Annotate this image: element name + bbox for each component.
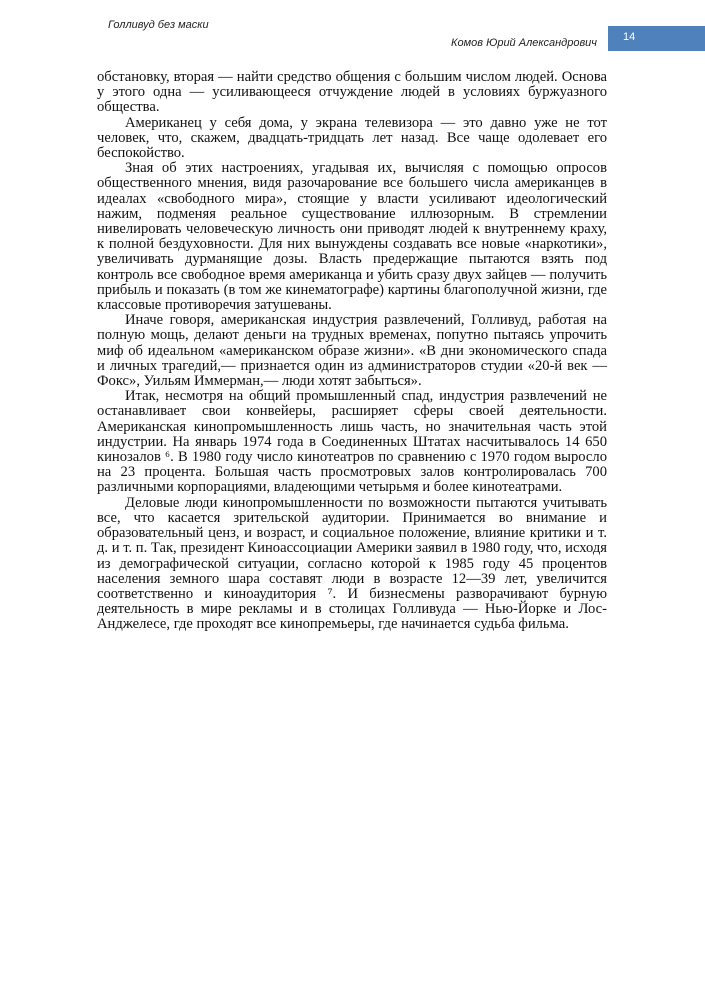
paragraph: Деловые люди кинопромышленности по возможности пытаются учитывать все, что касается зрительской аудитории. Принимается во внимание и образовательный ценз, и возраст, и социальное положение, влияние критики и т. д. и т. п. Так, президент Киноассоциации Америки заявил в 1980 году, что, исходя из демографической ситуации, согласно которой к 1985 году 45 процентов населения земного шара составят люди в возрасте 12—39 лет, увеличится соответственно и киноаудитория ⁷. И бизнесмены разворачивают бурную деятельность в мире рекламы и в столицах Голливуда — Нью-Йорке и Лос-Анджелесе, где проходят все кинопремьеры, где начинается судьба фильма.	[97, 494, 607, 633]
paragraph: Итак, несмотря на общий промышленный спад, индустрия развлечений не останавливает свои конвейеры, расширяет сферы своей деятельности. Американская кинопромышленность лишь часть, но значительная часть этой индустрии. На январь 1974 года в Соединенных Штатах насчитывалось 14 650 кинозалов ⁶. В 1980 году число кинотеатров по сравнению с 1970 годом выросло на 23 процента. Большая часть просмотровых залов контролировалась 700 различными корпорациями, владеющими четырьмя и более кинотеатрами.	[97, 388, 607, 496]
header-author: Комов Юрий Александрович	[451, 37, 597, 49]
paragraph: обстановку, вторая — найти средство общения с большим числом людей. Основа у этого одна — усиливающееся отчуждение людей в условиях буржуазного общества.	[97, 69, 607, 116]
page-number-box	[608, 26, 705, 51]
paragraph: Иначе говоря, американская индустрия развлечений, Голливуд, работая на полную мощь, делают деньги на трудных временах, попутно пытаясь упрочить миф об идеальном «американском образе жизни». «В дни экономического спада и личных трагедий,— признается один из администраторов студии «20-й век — Фокс», Уильям Иммерман,— люди хотят забыться».	[97, 312, 607, 390]
paragraph: Американец у себя дома, у экрана телевизора — это давно уже не тот человек, что, скажем, двадцать-тридцать лет назад. Все чаще одолевает его беспокойство.	[97, 114, 607, 162]
body-text	[97, 70, 607, 633]
page-number: 14	[623, 31, 636, 43]
paragraph: Зная об этих настроениях, угадывая их, вычисляя с помощью опросов общественного мнения, видя разочарование все большего числа американцев в идеалах «свободного мира», стоящие у власти усиливают идеологический нажим, подменяя реальное существование иллюзорным. В стремлении нивелировать человеческую личность они приводят людей к внутреннему краху, к полной бездуховности. Для них вынуждены создавать все новые «наркотики», увеличивать дурманящие дозы. Власть предержащие пытаются взять под контроль все свободное время американца и убить сразу двух зайцев — получить прибыль и показать (в том же кинематографе) картины благополучной жизни, где классовые противоречия затушеваны.	[97, 160, 607, 314]
header-book-title: Голливуд без маски	[108, 19, 209, 31]
